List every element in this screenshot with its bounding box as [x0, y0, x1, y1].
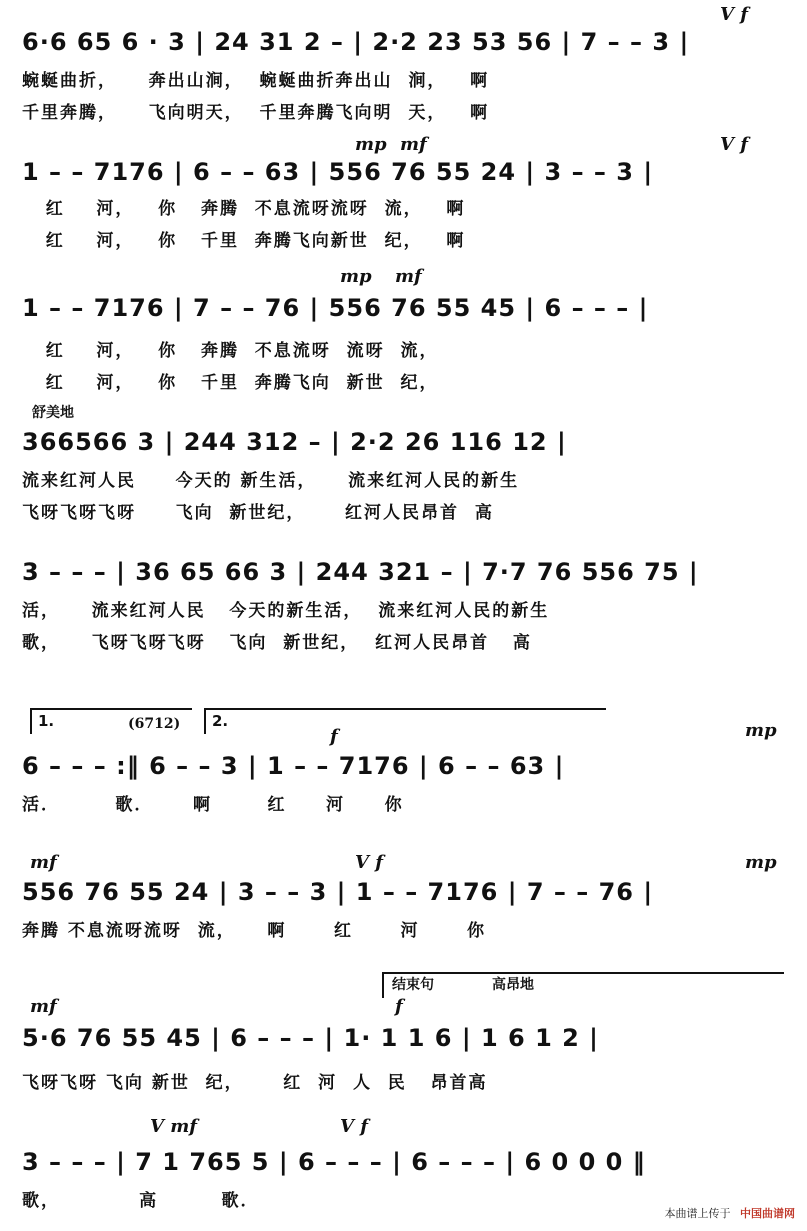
site-logo[interactable]: 中国曲谱网: [740, 1207, 795, 1220]
lyrics-verse-2: 歌， 飞呀飞呀飞呀 飞向 新世纪， 红河人民昂首 高: [22, 633, 532, 653]
lyrics-verse-1: 歌， 高 歌．: [22, 1191, 260, 1211]
lyrics-verse-2: 红 河， 你 千里 奔腾飞向新世 纪， 啊: [22, 231, 466, 251]
lyrics-verse-2: 千里奔腾， 飞向明天， 千里奔腾飞向明 天， 啊: [22, 103, 490, 123]
dynamic-mark: mp: [340, 266, 372, 287]
notes-line: 3 – – – | 36 65 66 3 | 244 321 – | 7·7 76 556 75 |: [22, 558, 699, 586]
section-label: 结束句: [392, 977, 434, 993]
dynamic-mark: mp: [745, 852, 777, 873]
dynamic-mark: V f: [720, 134, 748, 155]
notes-line: 366566 3 | 244 312 – | 2·2 26 116 12 |: [22, 428, 567, 456]
dynamic-mark: f: [395, 996, 403, 1017]
dynamic-mark: mp: [745, 720, 777, 741]
notes-line: 1 – – 7176 | 7 – – 76 | 556 76 55 45 | 6 – – – |: [22, 294, 649, 322]
lyrics-verse-1: 奔腾 不息流呀流呀 流， 啊 红 河 你: [22, 921, 486, 941]
dynamic-mark: mf: [30, 852, 57, 873]
volta-label-2: 2.: [212, 712, 229, 730]
lyrics-verse-1: 红 河， 你 奔腾 不息流呀流呀 流， 啊: [22, 199, 466, 219]
dynamic-mark: V f: [720, 4, 748, 25]
tempo-marking: 高昂地: [492, 977, 534, 993]
coda-bracket: [382, 972, 784, 998]
dynamic-mark: V mf: [150, 1116, 198, 1137]
dynamic-mark: f: [330, 726, 338, 747]
ornament-notes: (6712): [128, 716, 181, 732]
dynamic-mark: mf: [395, 266, 422, 287]
notes-line: 5·6 76 55 45 | 6 – – – | 1· 1 1 6 | 1 6 1 2 |: [22, 1024, 599, 1052]
dynamic-mark: mp: [355, 134, 387, 155]
notes-line: 6·6 65 6 · 3 | 24 31 2 – | 2·2 23 53 56 | 7 – – 3 |: [22, 28, 690, 56]
notes-line: 6 – – – :‖ 6 – – 3 | 1 – – 7176 | 6 – – 63 |: [22, 752, 565, 780]
lyrics-verse-1: 蜿蜒曲折， 奔出山涧， 蜿蜒曲折奔出山 涧， 啊: [22, 71, 490, 91]
footer-credit: [665, 1205, 796, 1221]
dynamic-mark: V f: [340, 1116, 368, 1137]
lyrics-verse-2: 红 河， 你 千里 奔腾飞向 新世 纪，: [22, 373, 439, 393]
lyrics-verse-2: 飞呀飞呀飞呀 飞向 新世纪， 红河人民昂首 高: [22, 503, 494, 523]
upload-text: 本曲谱上传于: [664, 1207, 731, 1220]
lyrics-verse-1: 飞呀飞呀 飞向 新世 纪， 红 河 人 民 昂首高: [22, 1073, 488, 1093]
lyrics-verse-1: 流来红河人民 今天的 新生活， 流来红河人民的新生: [22, 471, 520, 491]
lyrics-verse-1: 活． 歌． 啊 红 河 你: [22, 795, 404, 815]
dynamic-mark: mf: [30, 996, 57, 1017]
volta-bracket-2: [204, 708, 606, 734]
notes-line: 1 – – 7176 | 6 – – 63 | 556 76 55 24 | 3 – – 3 |: [22, 158, 654, 186]
lyrics-verse-1: 红 河， 你 奔腾 不息流呀 流呀 流，: [22, 341, 439, 361]
dynamic-mark: V f: [355, 852, 383, 873]
volta-label-1: 1.: [38, 712, 55, 730]
dynamic-mark: mf: [400, 134, 427, 155]
tempo-marking: 舒美地: [32, 405, 74, 421]
notes-line: 3 – – – | 7 1 765 5 | 6 – – – | 6 – – – | 6 0 0 0 ‖: [22, 1148, 646, 1176]
notes-line: 556 76 55 24 | 3 – – 3 | 1 – – 7176 | 7 – – 76 |: [22, 878, 654, 906]
lyrics-verse-1: 活， 流来红河人民 今天的新生活， 流来红河人民的新生: [22, 601, 550, 621]
